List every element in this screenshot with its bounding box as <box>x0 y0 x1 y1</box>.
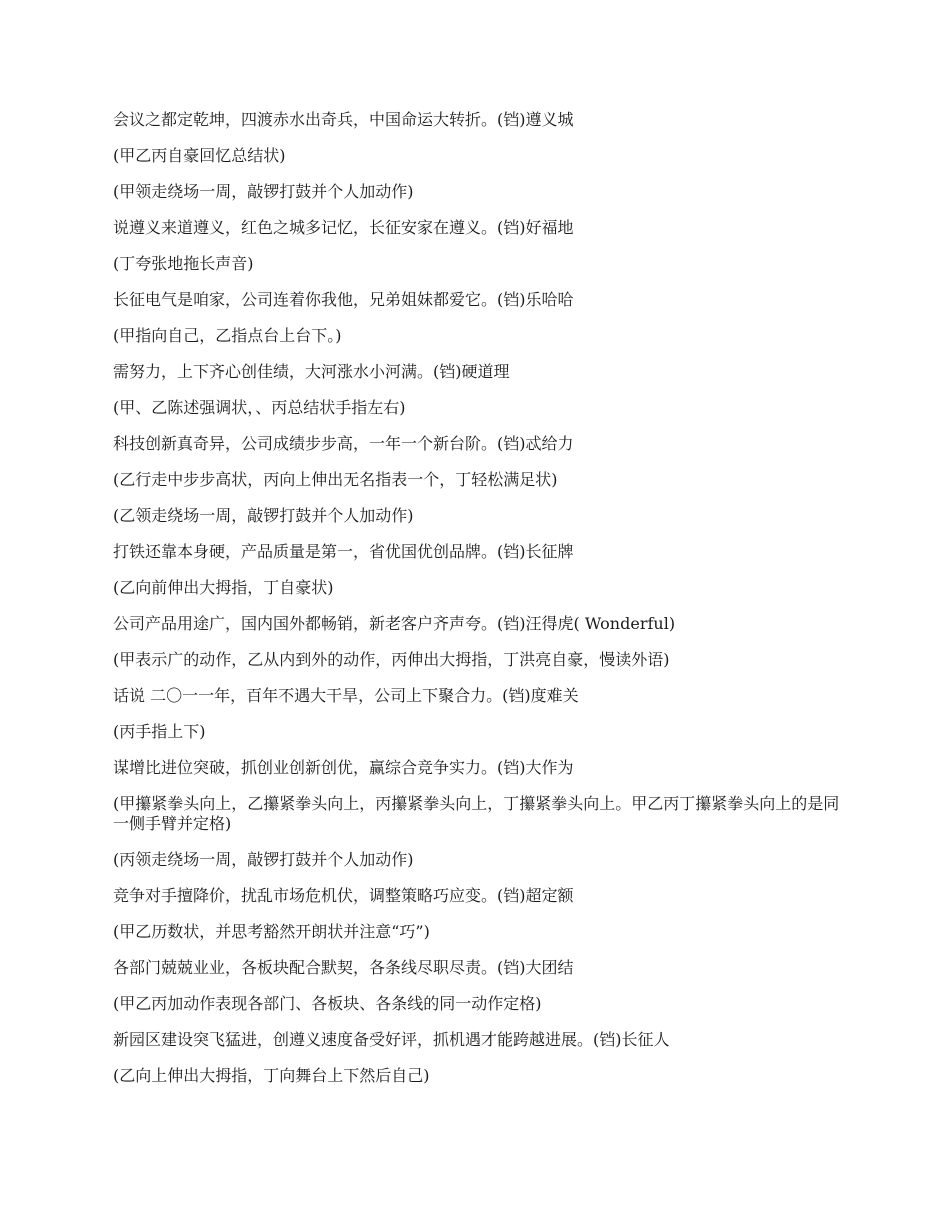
stage-direction: (甲攥紧拳头向上，乙攥紧拳头向上，丙攥紧拳头向上，丁攥紧拳头向上。甲乙丙丁攥紧拳头向上的是同一侧手臂并定格) <box>113 794 840 833</box>
text-line: 长征电气是咱家，公司连着你我他，兄弟姐妹都爱它。(铛)乐哈哈 <box>113 290 574 309</box>
stage-direction: (乙领走绕场一周，敲锣打鼓并个人加动作) <box>113 506 414 525</box>
stage-direction: (甲乙历数状，并思考豁然开朗状并注意“巧”) <box>113 922 430 941</box>
text-line: 竞争对手擅降价，扰乱市场危机伏，调整策略巧应变。(铛)超定额 <box>113 886 574 905</box>
text-line: 说遵义来道遵义，红色之城多记忆，长征安家在遵义。(铛)好福地 <box>113 218 574 237</box>
stage-direction: (甲乙丙加动作表现各部门、各板块、各条线的同一动作定格) <box>113 994 542 1013</box>
document-body <box>113 110 843 1102</box>
stage-direction: (乙行走中步步高状，丙向上伸出无名指表一个，丁轻松满足状) <box>113 470 558 489</box>
text-line: 会议之都定乾坤，四渡赤水出奇兵，中国命运大转折。(铛)遵义城 <box>113 110 574 129</box>
stage-direction: (甲、乙陈述强调状，、丙总结状手指左右) <box>113 398 406 417</box>
text-line: 谋增比进位突破，抓创业创新创优，赢综合竞争实力。(铛)大作为 <box>113 758 574 777</box>
text-line: 各部门兢兢业业，各板块配合默契，各条线尽职尽责。(铛)大团结 <box>113 958 574 977</box>
stage-direction: (甲领走绕场一周，敲锣打鼓并个人加动作) <box>113 182 414 201</box>
text-line: 新园区建设突飞猛进，创遵义速度备受好评，抓机遇才能跨越进展。(铛)长征人 <box>113 1030 670 1049</box>
stage-direction: (丙领走绕场一周，敲锣打鼓并个人加动作) <box>113 850 414 869</box>
stage-direction: (丙手指上下) <box>113 722 206 741</box>
stage-direction: (丁夸张地拖长声音) <box>113 254 254 273</box>
text-line: 科技创新真奇异，公司成绩步步高，一年一个新台阶。(铛)忒给力 <box>113 434 574 453</box>
text-line: 话说 二〇一一年，百年不遇大干旱，公司上下聚合力。(铛)度难关 <box>113 686 579 705</box>
text-line: 打铁还靠本身硬，产品质量是第一，省优国优创品牌。(铛)长征牌 <box>113 542 574 561</box>
text-line: 公司产品用途广，国内国外都畅销，新老客户齐声夸。(铛)汪得虎( Wonderful) <box>113 614 676 633</box>
stage-direction: (甲指向自己，乙指点台上台下。) <box>113 326 342 345</box>
stage-direction: (乙向上伸出大拇指，丁向舞台上下然后自己) <box>113 1066 430 1085</box>
stage-direction: (乙向前伸出大拇指，丁自豪状) <box>113 578 334 597</box>
text-line: 需努力，上下齐心创佳绩，大河涨水小河满。(铛)硬道理 <box>113 362 510 381</box>
stage-direction: (甲表示广的动作，乙从内到外的动作，丙伸出大拇指，丁洪亮自豪，慢读外语) <box>113 650 670 669</box>
stage-direction: (甲乙丙自豪回忆总结状) <box>113 146 286 165</box>
